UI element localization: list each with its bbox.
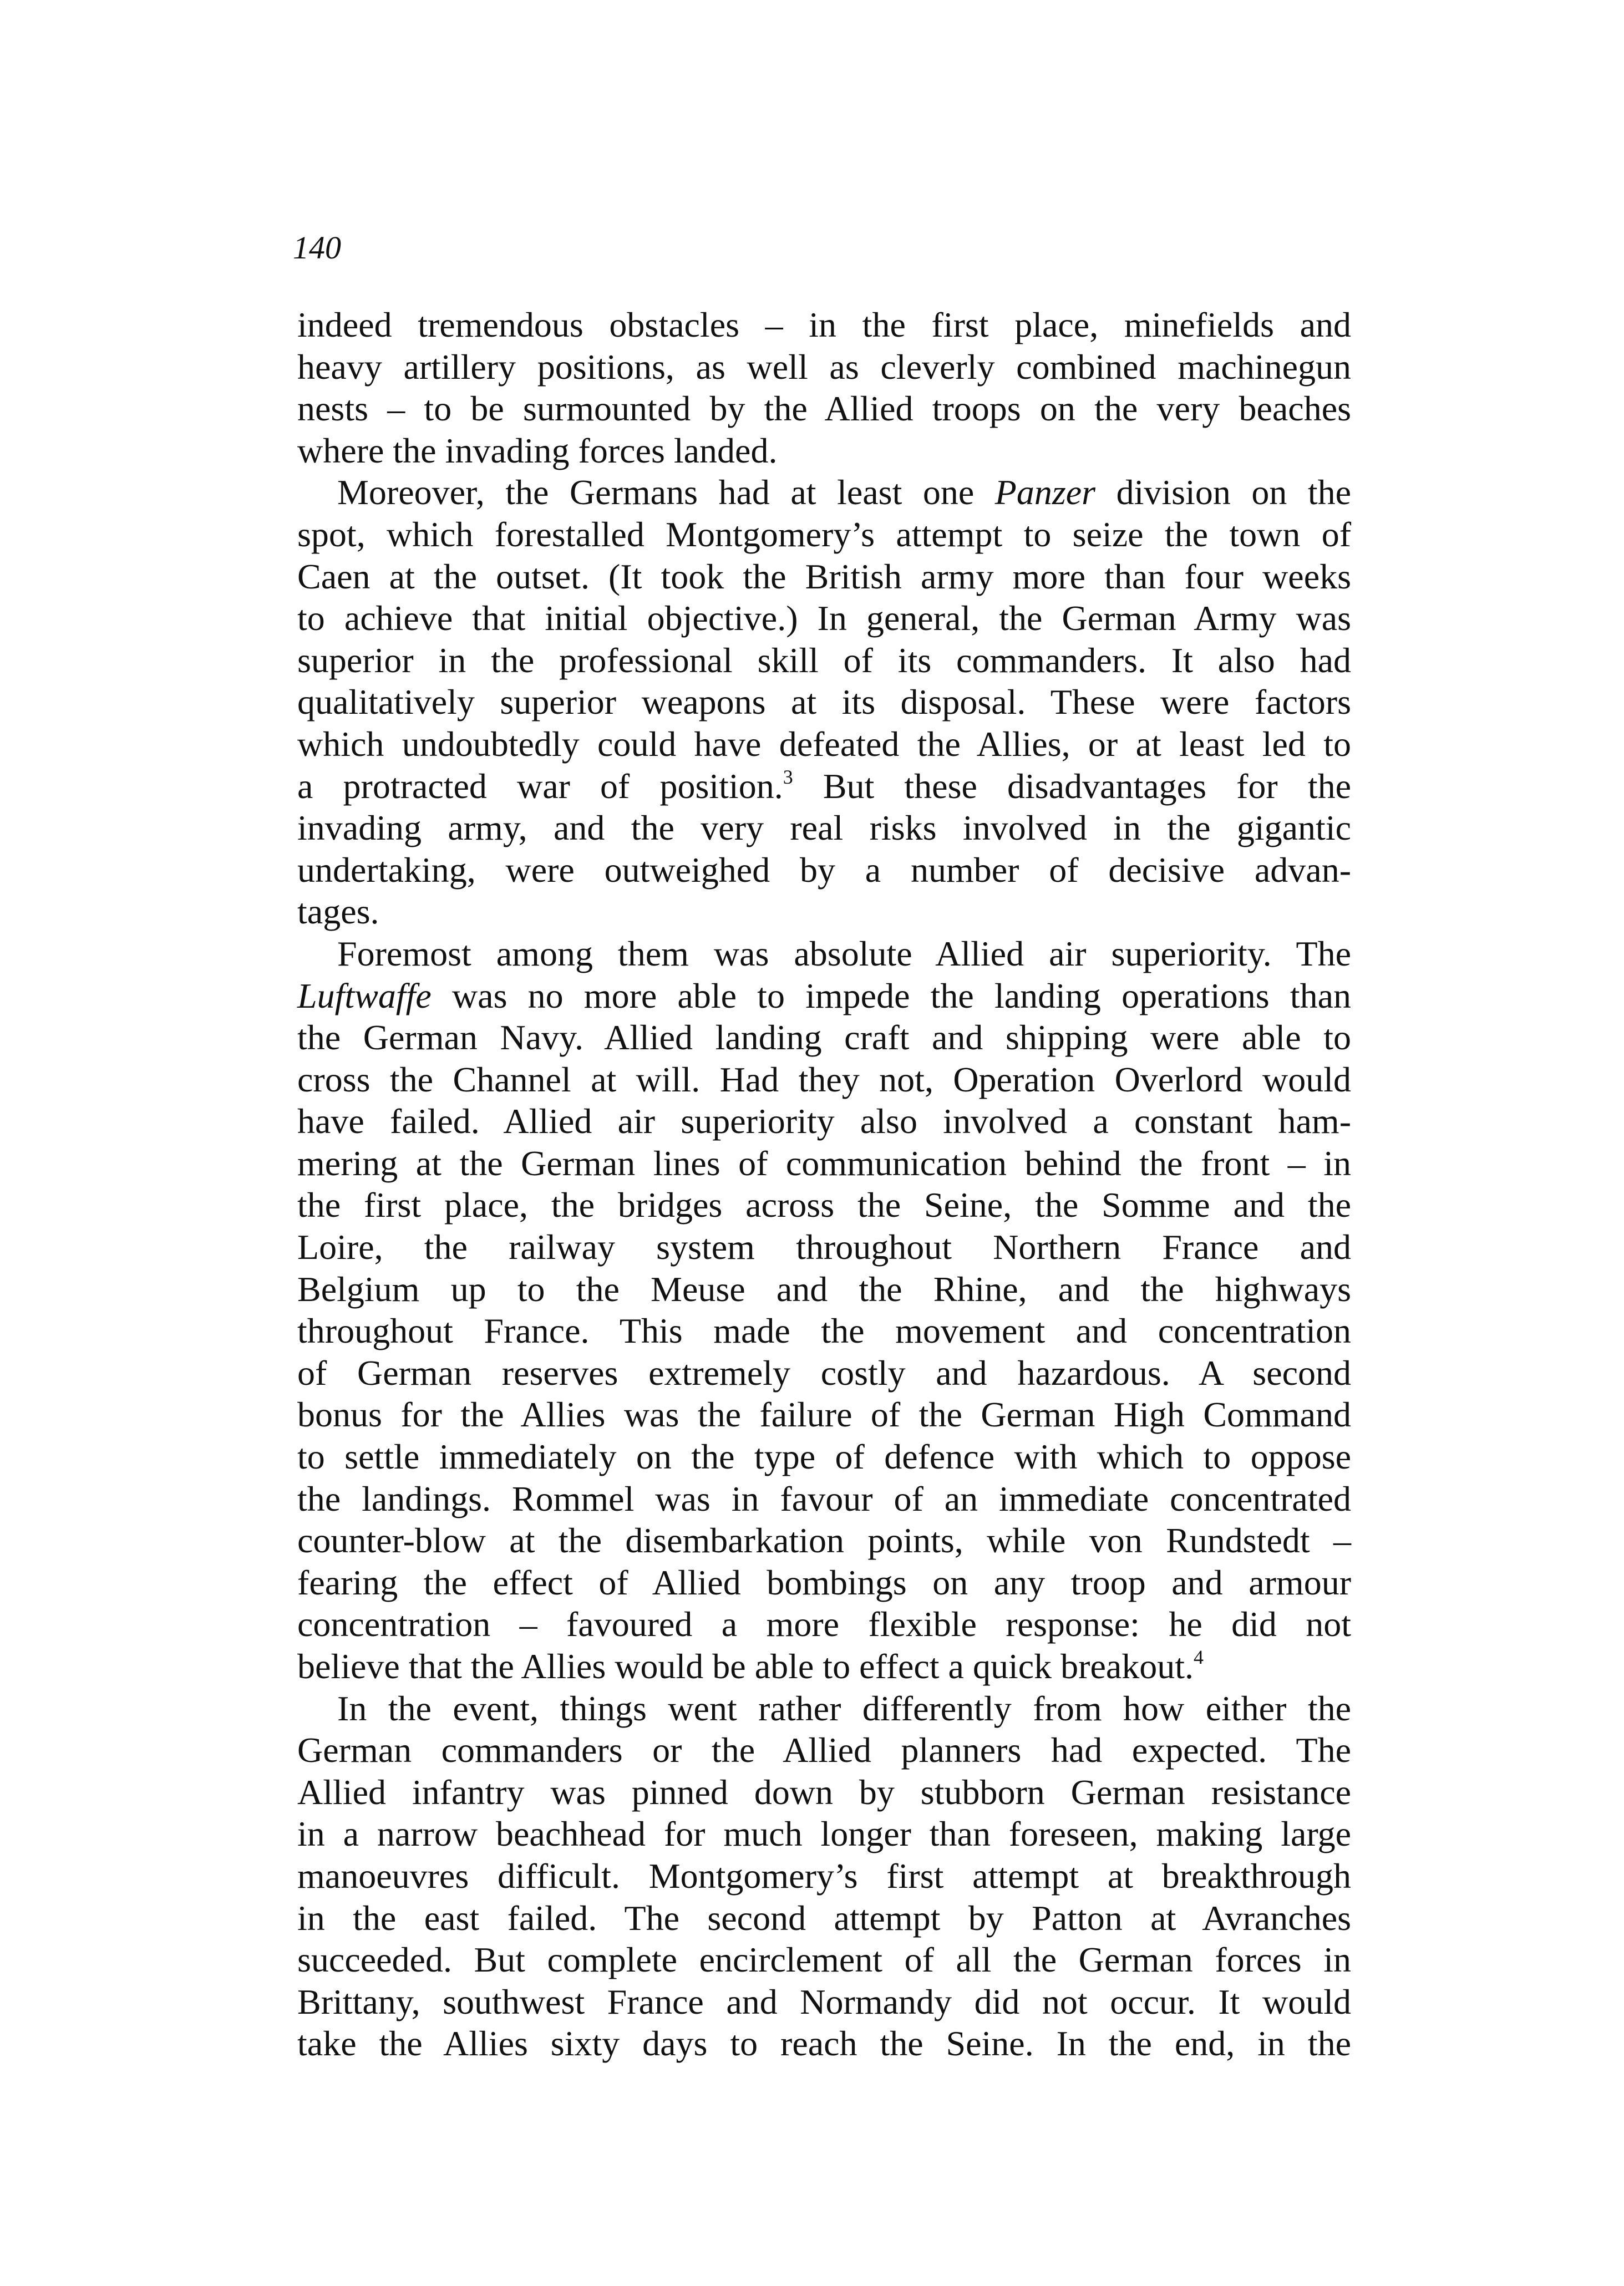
text-segment: counter-blow at the disembarkation points, while von Rundstedt – bbox=[297, 1521, 1351, 1561]
text-segment: But these disadvantages for the bbox=[793, 766, 1352, 806]
text-segment: In the event, things went rather differently from how either the bbox=[337, 1688, 1351, 1728]
text-segment: Moreover, the Germans had at least one bbox=[337, 473, 995, 512]
text-line bbox=[297, 1981, 1351, 2023]
text-line bbox=[297, 765, 1351, 807]
text-line bbox=[297, 1436, 1351, 1478]
text-segment: mering at the German lines of communication behind the front – in bbox=[297, 1143, 1351, 1183]
text-line bbox=[297, 1226, 1351, 1268]
text-line bbox=[297, 1394, 1351, 1436]
text-segment: the German Navy. Allied landing craft and shipping were able to bbox=[297, 1018, 1351, 1058]
text-segment: a protracted war of position. bbox=[297, 766, 783, 806]
text-segment: Belgium up to the Meuse and the Rhine, and the highways bbox=[297, 1269, 1351, 1309]
text-segment: cross the Channel at will. Had they not, Operation Overlord would bbox=[297, 1059, 1351, 1099]
text-line bbox=[297, 2023, 1351, 2065]
text-segment: succeeded. But complete encirclement of all the German forces in bbox=[297, 1940, 1351, 1980]
text-line bbox=[297, 1017, 1351, 1059]
text-segment: superior in the professional skill of its commanders. It also had bbox=[297, 640, 1351, 680]
text-segment: bonus for the Allies was the failure of the German High Command bbox=[297, 1395, 1351, 1435]
text-line bbox=[297, 514, 1351, 556]
text-line bbox=[297, 430, 1351, 472]
text-line bbox=[297, 1688, 1351, 1730]
body-text bbox=[297, 304, 1351, 2065]
text-segment: nests – to be surmounted by the Allied troops on the very beaches bbox=[297, 389, 1351, 429]
text-segment: where the invading forces landed. bbox=[297, 430, 778, 470]
text-line bbox=[297, 1184, 1351, 1226]
text-segment: qualitatively superior weapons at its disposal. These were factors bbox=[297, 682, 1351, 722]
italic-text: Luftwaffe bbox=[297, 976, 432, 1015]
text-line bbox=[297, 1562, 1351, 1604]
text-segment: take the Allies sixty days to reach the Seine. In the end, in the bbox=[297, 2024, 1351, 2064]
text-segment: Brittany, southwest France and Normandy did not occur. It would bbox=[297, 1982, 1351, 2021]
footnote-marker: 3 bbox=[783, 765, 793, 788]
text-segment: throughout France. This made the movement and concentration bbox=[297, 1311, 1351, 1351]
text-segment: to settle immediately on the type of defence with which to oppose bbox=[297, 1437, 1351, 1477]
text-line bbox=[297, 891, 1351, 933]
text-segment: Allied infantry was pinned down by stubborn German resistance bbox=[297, 1772, 1351, 1812]
text-line bbox=[297, 807, 1351, 849]
text-segment: manoeuvres difficult. Montgomery’s first attempt at breakthrough bbox=[297, 1856, 1351, 1896]
text-line bbox=[297, 1310, 1351, 1352]
text-line bbox=[297, 304, 1351, 346]
text-segment: in a narrow beachhead for much longer than foreseen, making large bbox=[297, 1814, 1351, 1854]
text-line bbox=[297, 1268, 1351, 1310]
text-segment: division on the bbox=[1095, 473, 1352, 512]
text-line bbox=[297, 1645, 1351, 1688]
text-segment: indeed tremendous obstacles – in the first place, minefields and bbox=[297, 305, 1351, 344]
text-line bbox=[297, 556, 1351, 598]
text-line bbox=[297, 933, 1351, 975]
text-segment: believe that the Allies would be able to effect a quick breakout. bbox=[297, 1647, 1194, 1686]
text-segment: heavy artillery positions, as well as cleverly combined machinegun bbox=[297, 347, 1351, 387]
text-segment: to achieve that initial objective.) In general, the German Army was bbox=[297, 598, 1351, 638]
text-line bbox=[297, 1729, 1351, 1771]
text-line bbox=[297, 1939, 1351, 1981]
text-segment: of German reserves extremely costly and hazardous. A second bbox=[297, 1353, 1351, 1393]
text-segment: invading army, and the very real risks involved in the gigantic bbox=[297, 808, 1351, 848]
text-line bbox=[297, 1100, 1351, 1142]
page-number: 140 bbox=[293, 230, 341, 266]
text-line bbox=[297, 723, 1351, 765]
text-segment: the landings. Rommel was in favour of an immediate concentrated bbox=[297, 1479, 1351, 1518]
text-segment: undertaking, were outweighed by a number of decisive advan- bbox=[297, 850, 1351, 890]
text-segment: which undoubtedly could have defeated the Allies, or at least led to bbox=[297, 724, 1351, 764]
italic-text: Panzer bbox=[994, 473, 1096, 512]
text-segment: Loire, the railway system throughout Northern France and bbox=[297, 1227, 1351, 1267]
text-line bbox=[297, 1771, 1351, 1813]
text-line bbox=[297, 1352, 1351, 1394]
text-line bbox=[297, 1813, 1351, 1855]
text-line bbox=[297, 1520, 1351, 1562]
text-segment: tages. bbox=[297, 892, 379, 932]
text-segment: have failed. Allied air superiority also involved a constant ham- bbox=[297, 1101, 1351, 1141]
text-line bbox=[297, 975, 1351, 1017]
text-line bbox=[297, 1855, 1351, 1897]
text-segment: the first place, the bridges across the Seine, the Somme and the bbox=[297, 1185, 1351, 1225]
text-line bbox=[297, 639, 1351, 682]
text-segment: German commanders or the Allied planners had expected. The bbox=[297, 1730, 1351, 1770]
text-segment: in the east failed. The second attempt by Patton at Avranches bbox=[297, 1898, 1351, 1938]
text-line bbox=[297, 346, 1351, 388]
text-line bbox=[297, 1478, 1351, 1520]
text-line bbox=[297, 1897, 1351, 1939]
text-line bbox=[297, 1142, 1351, 1185]
text-segment: spot, which forestalled Montgomery’s attempt to seize the town of bbox=[297, 514, 1351, 554]
text-segment: Caen at the outset. (It took the British army more than four weeks bbox=[297, 556, 1351, 596]
text-segment: was no more able to impede the landing operations than bbox=[431, 976, 1351, 1015]
text-line bbox=[297, 597, 1351, 639]
footnote-marker: 4 bbox=[1194, 1646, 1204, 1668]
text-segment: concentration – favoured a more flexible response: he did not bbox=[297, 1604, 1351, 1644]
text-line bbox=[297, 471, 1351, 514]
text-line bbox=[297, 388, 1351, 430]
text-segment: fearing the effect of Allied bombings on any troop and armour bbox=[297, 1562, 1351, 1602]
text-segment: Foremost among them was absolute Allied air superiority. The bbox=[337, 933, 1351, 973]
text-line bbox=[297, 849, 1351, 891]
text-line bbox=[297, 681, 1351, 723]
text-line bbox=[297, 1603, 1351, 1645]
text-line bbox=[297, 1059, 1351, 1101]
